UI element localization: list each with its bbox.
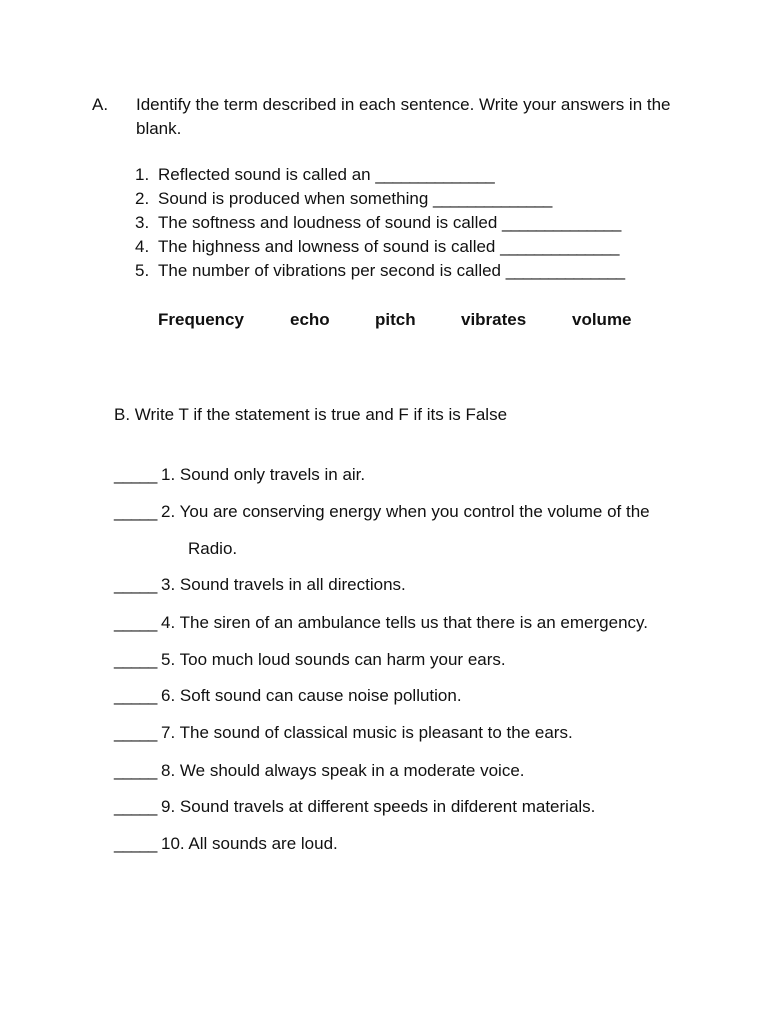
item-text: The number of vibrations per second is called bbox=[158, 261, 506, 280]
answer-blank[interactable]: _____ bbox=[114, 502, 157, 521]
section-a-instruction bbox=[92, 93, 674, 141]
answer-blank[interactable]: _____ bbox=[114, 723, 157, 742]
word-bank-item-volume: volume bbox=[572, 310, 632, 329]
item-number: 4. bbox=[135, 237, 150, 256]
answer-blank[interactable]: ______________ bbox=[433, 189, 552, 208]
true-false-item bbox=[114, 721, 573, 745]
item-number: 3. bbox=[135, 213, 150, 232]
statement-text: 9. Sound travels at different speeds in difderent materials. bbox=[161, 797, 596, 816]
item-text: Sound is produced when something bbox=[158, 189, 434, 208]
answer-blank[interactable]: ______________ bbox=[505, 261, 625, 280]
word-bank-item-echo: echo bbox=[290, 310, 330, 329]
true-false-item bbox=[114, 500, 650, 524]
true-false-item bbox=[114, 795, 595, 819]
statement-text: 3. Sound travels in all directions. bbox=[161, 575, 406, 594]
true-false-item bbox=[114, 611, 648, 635]
statement-continuation: Radio. bbox=[188, 539, 238, 558]
answer-blank[interactable]: _____ bbox=[114, 650, 157, 669]
section-a-instruction-text: Identify the term described in each sentence. Write your answers in the blank. bbox=[136, 95, 671, 138]
section-a-list bbox=[135, 163, 695, 283]
true-false-item bbox=[114, 648, 506, 672]
section-a-item bbox=[135, 259, 695, 283]
true-false-item bbox=[114, 684, 462, 708]
section-b-instruction: B. Write T if the statement is true and F if its is False bbox=[114, 405, 508, 424]
answer-blank[interactable]: _____ bbox=[114, 686, 157, 705]
answer-blank[interactable]: _____ bbox=[114, 613, 157, 632]
item-number: 1. bbox=[135, 165, 150, 184]
item-text: Reflected sound is called an bbox=[158, 165, 376, 184]
statement-text: 6. Soft sound can cause noise pollution. bbox=[161, 686, 462, 705]
word-bank-item-frequency: Frequency bbox=[158, 310, 244, 329]
answer-blank[interactable]: ______________ bbox=[375, 165, 494, 184]
statement-text: 8. We should always speak in a moderate voice. bbox=[161, 761, 525, 780]
word-bank-item-pitch: pitch bbox=[375, 310, 416, 329]
answer-blank[interactable]: ______________ bbox=[502, 213, 621, 232]
item-text: The highness and lowness of sound is called bbox=[158, 237, 501, 256]
section-a-item bbox=[135, 187, 695, 211]
answer-blank[interactable]: _____ bbox=[114, 834, 157, 853]
section-a-item bbox=[135, 235, 695, 259]
section-a-item bbox=[135, 163, 695, 187]
item-number: 5. bbox=[135, 261, 150, 280]
section-a-letter: A. bbox=[92, 95, 109, 114]
answer-blank[interactable]: _____ bbox=[114, 761, 157, 780]
statement-text: 5. Too much loud sounds can harm your ears. bbox=[161, 650, 506, 669]
statement-text: 10. All sounds are loud. bbox=[161, 834, 338, 853]
answer-blank[interactable]: ______________ bbox=[500, 237, 619, 256]
section-a-item bbox=[135, 211, 695, 235]
answer-blank[interactable]: _____ bbox=[114, 575, 157, 594]
true-false-item bbox=[114, 759, 525, 783]
true-false-item bbox=[114, 463, 365, 487]
word-bank-item-vibrates: vibrates bbox=[461, 310, 527, 329]
item-number: 2. bbox=[135, 189, 150, 208]
statement-text: 4. The siren of an ambulance tells us that there is an emergency. bbox=[161, 613, 648, 632]
true-false-item bbox=[114, 832, 338, 856]
statement-text: 2. You are conserving energy when you control the volume of the bbox=[161, 502, 650, 521]
word-bank bbox=[0, 308, 768, 332]
statement-text: 7. The sound of classical music is pleasant to the ears. bbox=[161, 723, 573, 742]
answer-blank[interactable]: _____ bbox=[114, 465, 157, 484]
answer-blank[interactable]: _____ bbox=[114, 797, 157, 816]
item-text: The softness and loudness of sound is called bbox=[158, 213, 502, 232]
statement-text: 1. Sound only travels in air. bbox=[161, 465, 366, 484]
true-false-item bbox=[114, 573, 406, 597]
